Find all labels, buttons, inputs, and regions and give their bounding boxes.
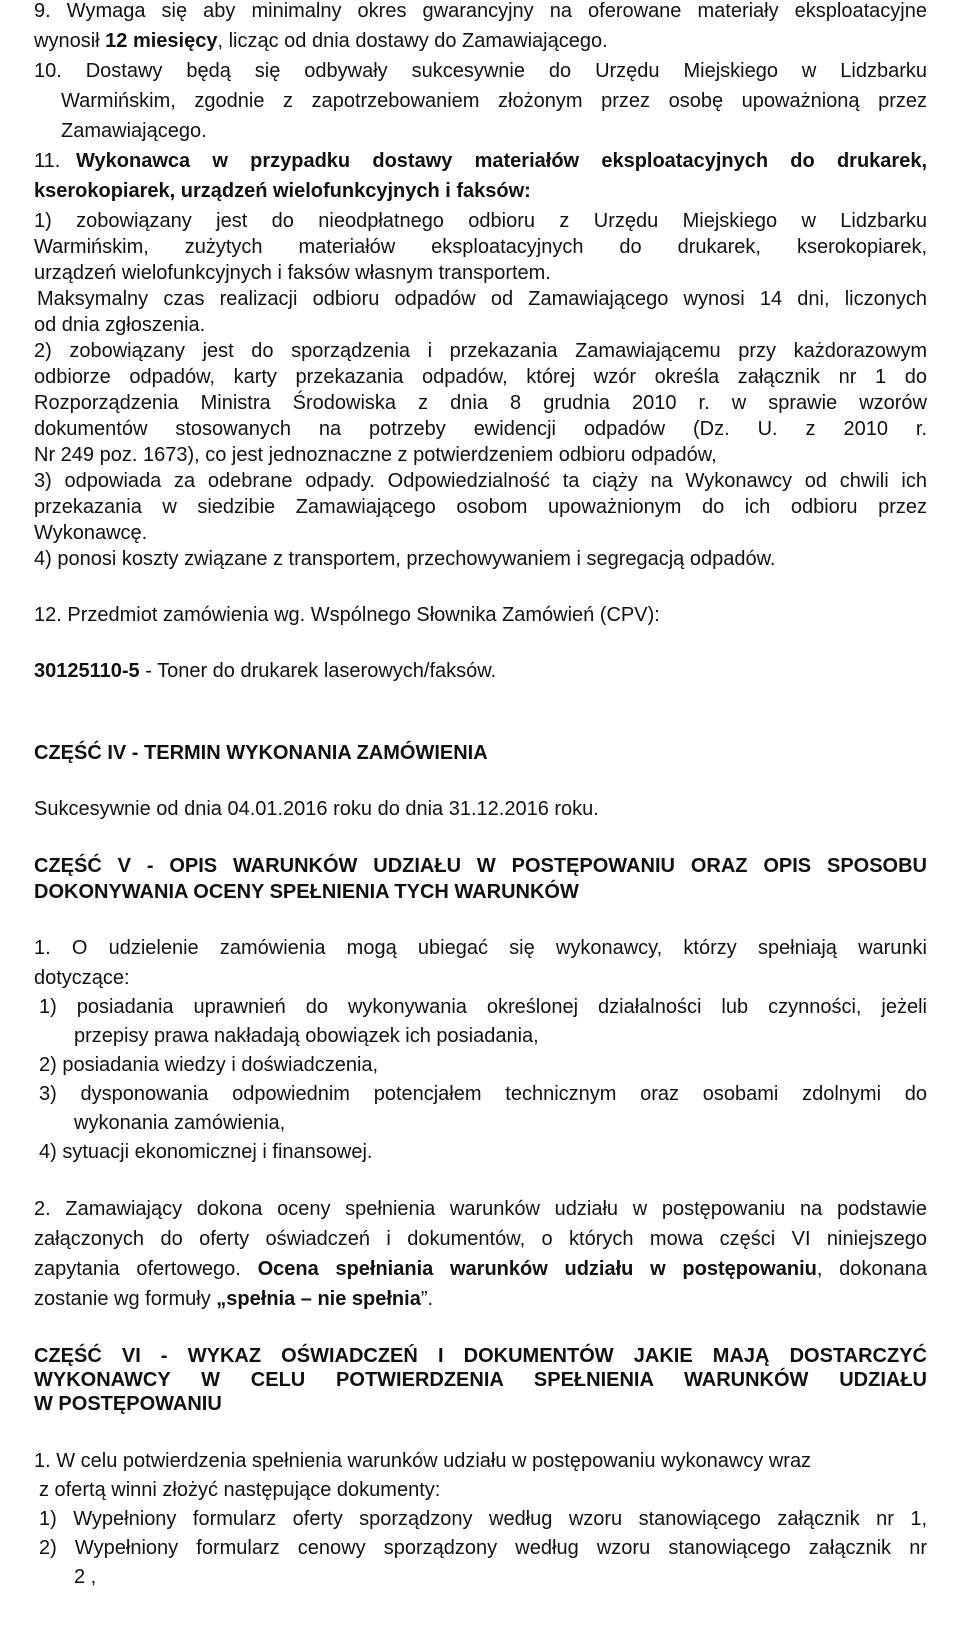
part6-doc1: 1) Wypełniony formularz oferty sporządzony według wzoru stanowiącego załącznik nr 1,: [39, 1508, 927, 1530]
part5-p2-line2: załączonych do oferty oświadczeń i dokumentów, o których mowa części VI niniejszego: [34, 1228, 927, 1250]
part6-p1-line2: z ofertą winni złożyć następujące dokumenty:: [39, 1479, 441, 1501]
part5-p2-bold: Ocena spełniania warunków udziału w postępowaniu: [257, 1258, 817, 1280]
p11-item2-line3: Rozporządzenia Ministra Środowiska z dnia 8 grudnia 2010 r. w sprawie wzorów: [34, 392, 927, 414]
p11-max-time-line1: Maksymalny czas realizacji odbioru odpadów od Zamawiającego wynosi 14 dni, liczonych: [37, 288, 927, 310]
p10-line1: 10. Dostawy będą się odbywały sukcesywnie do Urzędu Miejskiego w Lidzbarku: [34, 60, 927, 82]
part6-heading-line1: CZĘŚĆ VI - WYKAZ OŚWIADCZEŃ I DOKUMENTÓW JAKIE MAJĄ DOSTARCZYĆ: [34, 1345, 927, 1367]
part5-heading-line2: DOKONYWANIA OCENY SPEŁNIENIA TYCH WARUNKÓW: [34, 881, 579, 903]
part4-text: Sukcesywnie od dnia 04.01.2016 roku do dnia 31.12.2016 roku.: [34, 798, 599, 820]
p9-text-a: wynosił: [34, 30, 106, 52]
p12-line: 12. Przedmiot zamówienia wg. Wspólnego Słownika Zamówień (CPV):: [34, 604, 660, 626]
cpv-description: - Toner do drukarek laserowych/faksów.: [139, 660, 497, 682]
p9-line2: [34, 30, 608, 52]
part5-cond1-line1: 1) posiadania uprawnień do wykonywania określonej działalności lub czynności, jeżeli: [39, 996, 927, 1018]
part5-formula-prefix: zostanie wg formuły: [34, 1288, 217, 1310]
p11-number: 11.: [34, 150, 61, 172]
part5-cond2: 2) posiadania wiedzy i doświadczenia,: [39, 1054, 379, 1076]
part6-doc2-line2: 2 ,: [74, 1566, 97, 1588]
part6-doc2-line1: 2) Wypełniony formularz cenowy sporządzony według wzoru stanowiącego załącznik nr: [39, 1537, 927, 1559]
p11-heading-line1: Wykonawca w przypadku dostawy materiałów eksploatacyjnych do drukarek,: [76, 150, 927, 172]
p9-warranty-period: 12 miesięcy: [105, 30, 218, 52]
part5-p2-text-a: zapytania ofertowego.: [34, 1258, 258, 1280]
p11-item1-line2: Warmińskim, zużytych materiałów eksploatacyjnych do drukarek, kserokopiarek,: [34, 236, 927, 258]
part5-cond1-line2: przepisy prawa nakładają obowiązek ich posiadania,: [74, 1025, 539, 1047]
part4-heading: CZĘŚĆ IV - TERMIN WYKONANIA ZAMÓWIENIA: [34, 742, 488, 764]
part5-p2-line4: [34, 1288, 433, 1310]
part6-heading-line3: W POSTĘPOWANIU: [34, 1393, 222, 1415]
p9-line1: 9. Wymaga się aby minimalny okres gwarancyjny na oferowane materiały eksploatacyjne: [34, 0, 927, 22]
p11-max-time-line2: od dnia zgłoszenia.: [34, 314, 206, 336]
cpv-code: 30125110-5: [34, 660, 140, 682]
p11-item3-line3: Wykonawcę.: [34, 522, 148, 544]
part5-cond3-line1: 3) dysponowania odpowiednim potencjałem technicznym oraz osobami zdolnymi do: [39, 1083, 927, 1105]
p11-item3-line2: przekazania w siedzibie Zamawiającego osobom upoważnionym do ich odbioru przez: [34, 496, 927, 518]
p10-line3: Zamawiającego.: [61, 120, 207, 142]
p11-item2-line4: dokumentów stosowanych na potrzeby ewidencji odpadów (Dz. U. z 2010 r.: [34, 418, 927, 440]
p10-line2: Warmińskim, zgodnie z zapotrzebowaniem złożonym przez osobę upoważnioną przez: [61, 90, 927, 112]
p9-text-c: , licząc od dnia dostawy do Zamawiającego.: [217, 30, 608, 52]
p11-item1-line3: urządzeń wielofunkcyjnych i faksów własnym transportem.: [34, 262, 551, 284]
part5-formula: „spełnia – nie spełnia: [216, 1288, 421, 1310]
p11-heading-line2: kserokopiarek, urządzeń wielofunkcyjnych i faksów:: [34, 180, 531, 202]
p11-item1-line1: 1) zobowiązany jest do nieodpłatnego odbioru z Urzędu Miejskiego w Lidzbarku: [34, 210, 927, 232]
part5-p1-line1: 1. O udzielenie zamówienia mogą ubiegać się wykonawcy, którzy spełniają warunki: [34, 937, 927, 959]
part5-p1-line2: dotyczące:: [34, 967, 130, 989]
part6-p1-line1: 1. W celu potwierdzenia spełnienia warunków udziału w postępowaniu wykonawcy wraz: [34, 1450, 812, 1472]
part5-cond3-line2: wykonania zamówienia,: [74, 1112, 286, 1134]
part5-formula-suffix: ”.: [420, 1288, 434, 1310]
part5-cond4: 4) sytuacji ekonomicznej i finansowej.: [39, 1141, 373, 1163]
p11-item4: 4) ponosi koszty związane z transportem, przechowywaniem i segregacją odpadów.: [34, 548, 776, 570]
part5-p2-text-c: , dokonana: [816, 1258, 927, 1280]
p11-item3-line1: 3) odpowiada za odebrane odpady. Odpowiedzialność ta ciąży na Wykonawcy od chwili ich: [34, 470, 927, 492]
p12-cpv-line: [34, 660, 496, 682]
p11-item2-line1: 2) zobowiązany jest do sporządzenia i przekazania Zamawiającemu przy każdorazowym: [34, 340, 927, 362]
p11-item2-line2: odbiorze odpadów, karty przekazania odpadów, której wzór określa załącznik nr 1 do: [34, 366, 927, 388]
part5-heading-line1: CZĘŚĆ V - OPIS WARUNKÓW UDZIAŁU W POSTĘPOWANIU ORAZ OPIS SPOSOBU: [34, 855, 927, 877]
part5-p2-line1: 2. Zamawiający dokona oceny spełnienia warunków udziału w postępowaniu na podstawie: [34, 1198, 927, 1220]
p11-item2-line5: Nr 249 poz. 1673), co jest jednoznaczne z potwierdzeniem odbioru odpadów,: [34, 444, 717, 466]
part6-heading-line2: WYKONAWCY W CELU POTWIERDZENIA SPEŁNIENIA WARUNKÓW UDZIAŁU: [34, 1369, 927, 1391]
part5-p2-line3: [34, 1258, 927, 1280]
